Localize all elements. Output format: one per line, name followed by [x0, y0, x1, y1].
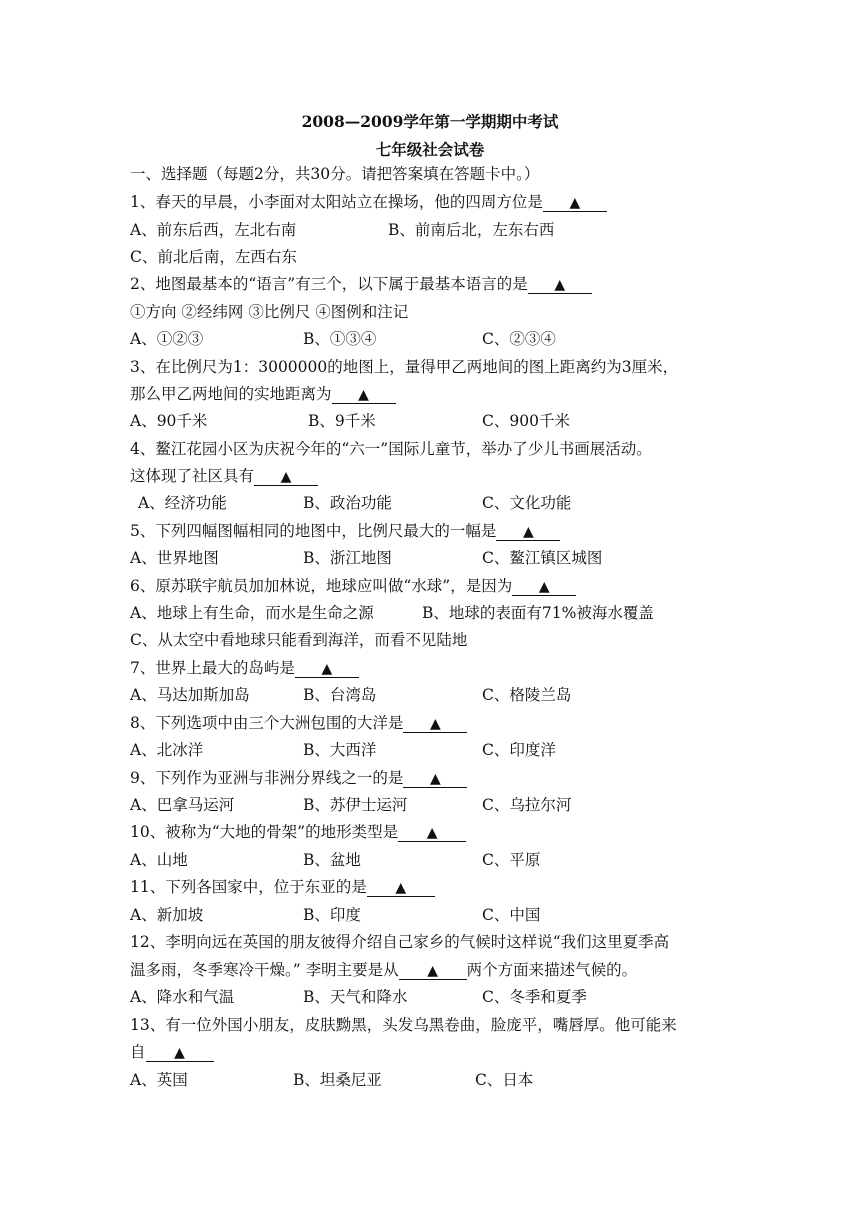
option-c: C、格陵兰岛 [482, 686, 572, 704]
answer-blank: ▲ [496, 522, 560, 541]
question-4-stem-line-1: 4、鳌江花园小区为庆祝今年的“六一”国际儿童节，举办了少儿书画展活动。 [130, 440, 652, 458]
option-a: A、英国 [130, 1071, 188, 1089]
question-3-stem-line-1: 3、在比例尺为1：3000000的地图上，量得甲乙两地间的图上距离约为3厘米， [130, 358, 679, 376]
option-a: A、马达加斯加岛 [130, 686, 250, 704]
option-c: C、900千米 [482, 412, 570, 430]
question-5-stem: 5、下列四幅图幅相同的地图中，比例尺最大的一幅是 ▲ [130, 521, 560, 541]
option-c: C、文化功能 [482, 494, 572, 512]
option-b: B、9千米 [308, 412, 376, 430]
option-c: C、乌拉尔河 [482, 796, 572, 814]
option-b: B、坦桑尼亚 [293, 1071, 382, 1089]
exam-title: 2008—2009学年第一学期期中考试 [301, 112, 559, 131]
answer-blank: ▲ [398, 823, 466, 842]
option-b: B、台湾岛 [303, 686, 377, 704]
option-a: A、地球上有生命，而水是生命之源 [130, 604, 374, 622]
option-b: B、地球的表面有71%被海水覆盖 [422, 604, 654, 622]
option-c: C、中国 [482, 906, 541, 924]
question-12-stem-line-1: 12、李明向远在英国的朋友彼得介绍自己家乡的气候时这样说“我们这里夏季高 [130, 933, 670, 951]
option-a: A、经济功能 [138, 494, 227, 512]
question-1-stem: 1、春天的早晨，小李面对太阳站立在操场，他的四周方位是 ▲ [130, 192, 607, 212]
option-a: A、新加坡 [130, 906, 204, 924]
question-2-sub: ①方向 ②经纬网 ③比例尺 ④图例和注记 [130, 303, 409, 321]
answer-blank: ▲ [512, 577, 576, 596]
answer-blank: ▲ [403, 714, 467, 733]
question-10-stem: 10、被称为“大地的骨架”的地形类型是 ▲ [130, 822, 466, 842]
answer-blank: ▲ [295, 659, 359, 678]
option-c: C、②③④ [482, 330, 556, 348]
option-b: B、苏伊士运河 [303, 796, 408, 814]
option-b: B、大西洋 [303, 741, 377, 759]
option-a: A、山地 [130, 851, 188, 869]
option-a: A、巴拿马运河 [130, 796, 235, 814]
option-b: B、浙江地图 [303, 549, 392, 567]
option-c: C、鳌江镇区城图 [482, 549, 603, 567]
option-c: C、平原 [482, 851, 541, 869]
answer-blank: ▲ [528, 275, 592, 294]
option-a: A、世界地图 [130, 549, 219, 567]
option-c: C、日本 [475, 1071, 534, 1089]
question-7-stem: 7、世界上最大的岛屿是 ▲ [130, 658, 359, 678]
option-a: A、降水和气温 [130, 988, 235, 1006]
option-b: B、前南后北，左东右西 [388, 221, 555, 239]
question-13-stem-line-1: 13、有一位外国小朋友，皮肤黝黑，头发乌黑卷曲，脸庞平，嘴唇厚。他可能来 [130, 1016, 677, 1034]
question-9-stem: 9、下列作为亚洲与非洲分界线之一的是 ▲ [130, 768, 467, 788]
answer-blank: ▲ [332, 385, 396, 404]
answer-blank: ▲ [543, 193, 607, 212]
answer-blank: ▲ [146, 1043, 214, 1062]
option-c: C、前北后南，左西右东 [130, 248, 297, 266]
question-6-stem: 6、原苏联宇航员加加林说，地球应叫做“水球”，是因为 ▲ [130, 576, 576, 596]
option-c: C、印度洋 [482, 741, 556, 759]
option-a: A、北冰洋 [130, 741, 204, 759]
option-c: C、从太空中看地球只能看到海洋，而看不见陆地 [130, 631, 468, 649]
option-b: B、政治功能 [303, 494, 392, 512]
question-4-stem-line-2: 这体现了社区具有 ▲ [130, 466, 318, 486]
option-b: B、盆地 [303, 851, 361, 869]
option-c: C、冬季和夏季 [482, 988, 587, 1006]
question-3-stem-line-2: 那么甲乙两地间的实地距离为 ▲ [130, 384, 396, 404]
answer-blank: ▲ [399, 961, 467, 980]
answer-blank: ▲ [403, 769, 467, 788]
exam-subtitle: 七年级社会试卷 [375, 140, 485, 159]
option-b: B、天气和降水 [303, 988, 408, 1006]
option-b: B、印度 [303, 906, 361, 924]
answer-blank: ▲ [254, 467, 318, 486]
question-8-stem: 8、下列选项中由三个大洲包围的大洋是 ▲ [130, 713, 467, 733]
answer-blank: ▲ [367, 878, 435, 897]
question-12-stem-line-2: 温多雨，冬季寒冷干燥。” 李明主要是从 ▲ 两个方面来描述气候的。 [130, 961, 638, 979]
option-a: A、90千米 [130, 412, 208, 430]
question-11-stem: 11、下列各国家中，位于东亚的是 ▲ [130, 877, 435, 897]
option-a: A、前东后西，左北右南 [130, 221, 297, 239]
question-2-stem: 2、地图最基本的“语言”有三个，以下属于最基本语言的是 ▲ [130, 274, 592, 294]
option-b: B、①③④ [303, 330, 377, 348]
option-a: A、①②③ [130, 330, 204, 348]
section-heading: 一、选择题（每题2分，共30分。请把答案填在答题卡中。） [130, 165, 540, 183]
question-13-stem-line-2: 自 ▲ [130, 1042, 214, 1062]
